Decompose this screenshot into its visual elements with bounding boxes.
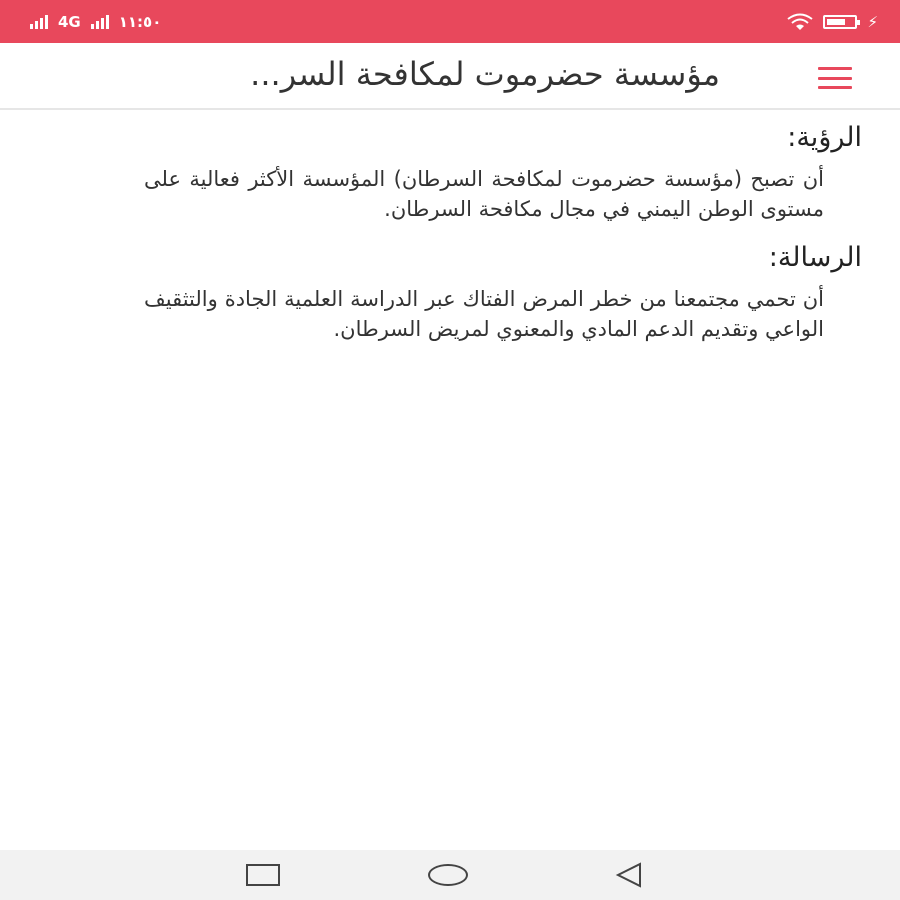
app-bar xyxy=(0,43,900,110)
back-icon[interactable] xyxy=(614,862,644,888)
mission-text: أن تحمي مجتمعنا من خطر المرض الفتاك عبر الدراسة العلمية الجادة والتثقيف الواعي وتقديم الدعم المادي والمعنوي لمريض السرطان. xyxy=(144,287,824,341)
vision-text: أن تصبح (مؤسسة حضرموت لمكافحة السرطان) المؤسسة الأكثر فعالية على مستوى الوطن اليمني في مجال مكافحة السرطان. xyxy=(144,167,824,221)
hamburger-menu-icon[interactable] xyxy=(818,67,852,89)
wifi-icon xyxy=(787,13,813,31)
vision-heading: الرؤية: xyxy=(787,122,862,153)
status-time: ١١:٥٠ xyxy=(118,12,162,31)
network-type: 4G xyxy=(58,12,81,31)
status-right-group xyxy=(787,13,878,31)
charging-icon: ⚡ xyxy=(867,12,878,31)
main-content xyxy=(102,118,862,358)
page-title: مؤسسة حضرموت لمكافحة السر... xyxy=(250,55,720,93)
signal-icon-2 xyxy=(91,15,109,29)
recent-apps-icon[interactable] xyxy=(246,864,280,886)
system-nav-bar xyxy=(0,850,900,900)
status-left-group xyxy=(30,13,161,31)
home-icon[interactable] xyxy=(428,864,468,886)
battery-icon xyxy=(823,15,857,29)
mission-heading: الرسالة: xyxy=(768,242,862,273)
signal-icon xyxy=(30,15,48,29)
status-bar xyxy=(0,0,900,43)
